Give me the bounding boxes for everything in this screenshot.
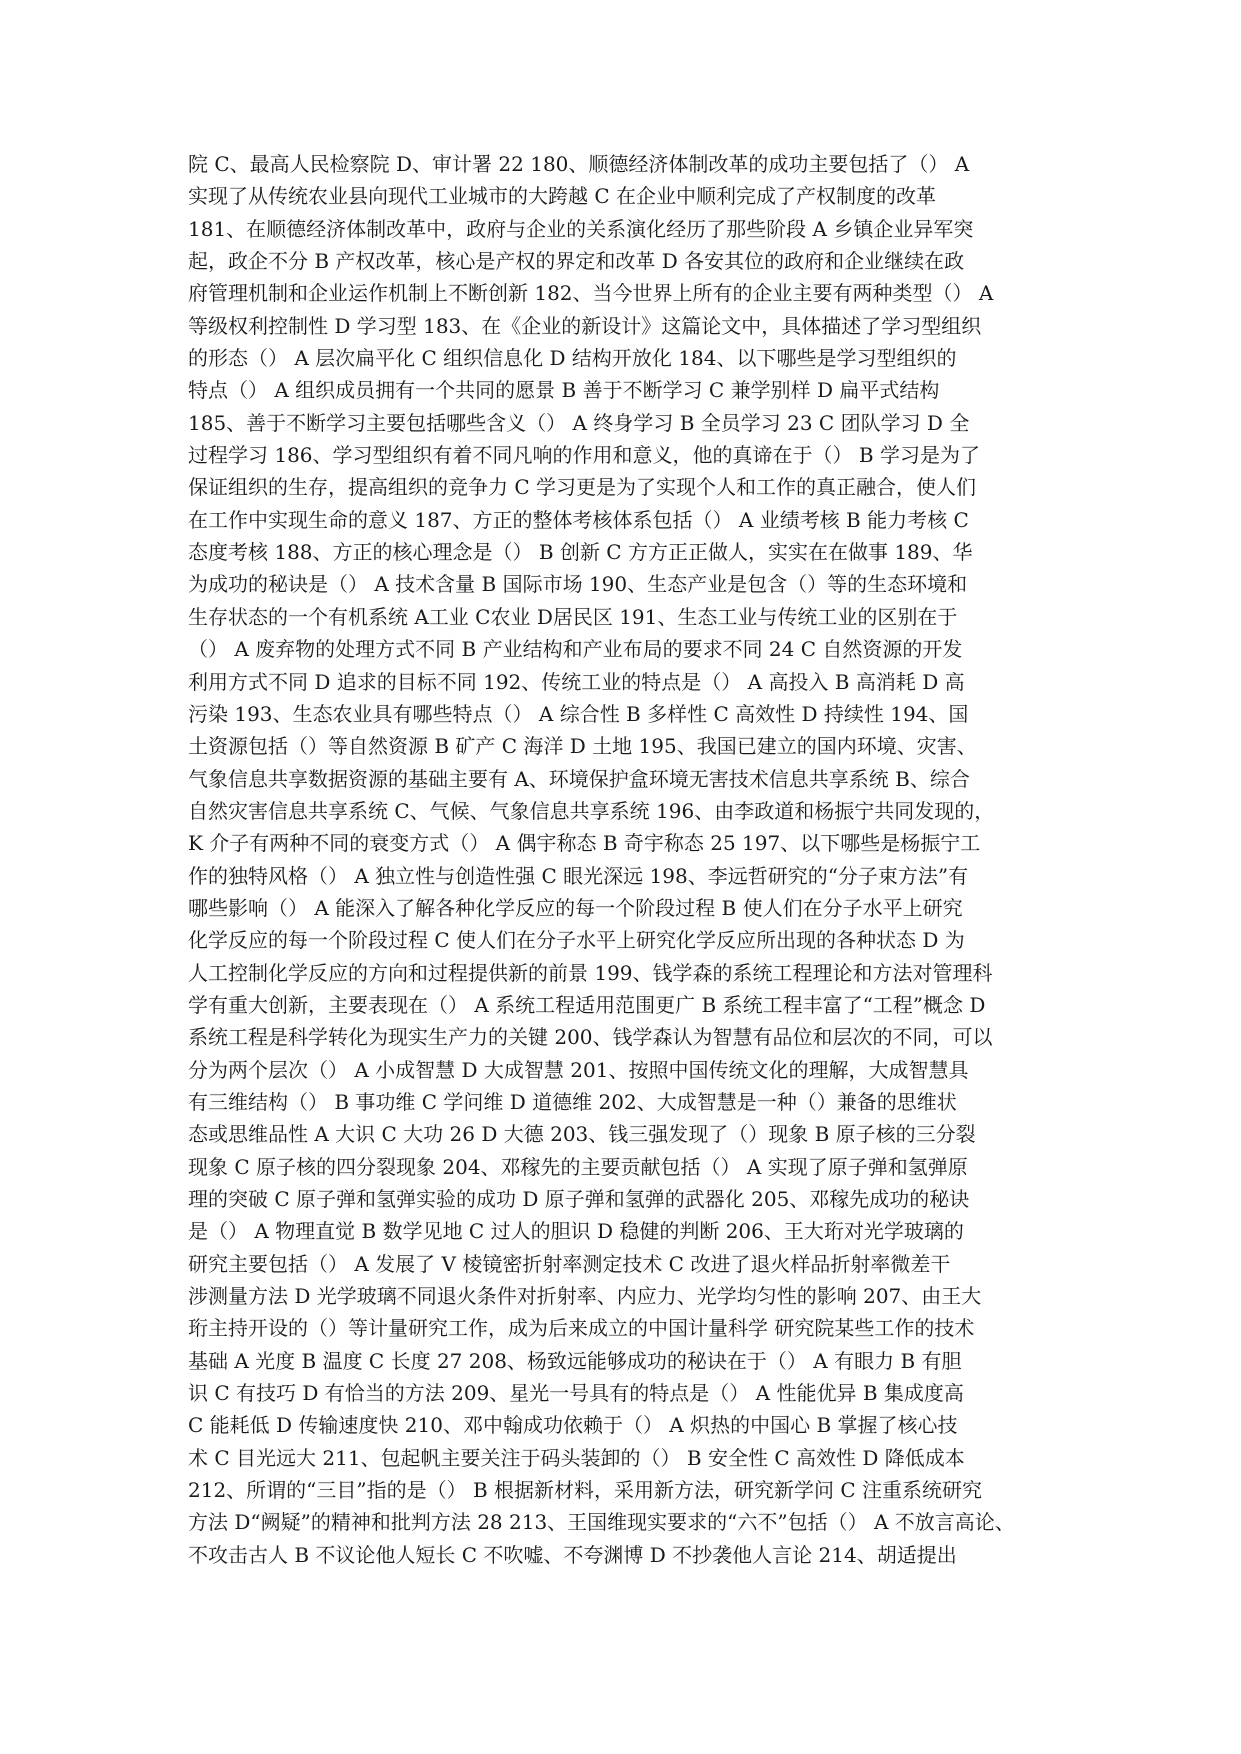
text-line: 污染 193、生态农业具有哪些特点（） A 综合性 B 多样性 C 高效性 D 持续性 194、国	[188, 701, 969, 726]
text-line: 利用方式不同 D 追求的目标不同 192、传统工业的特点是（） A 高投入 B 高消耗 D 高	[188, 669, 965, 694]
text-line: 有三维结构（） B 事功维 C 学问维 D 道德维 202、大成智慧是一种（）兼备的思维状	[188, 1089, 957, 1114]
text-line: 人工控制化学反应的方向和过程提供新的前景 199、钱学森的系统工程理论和方法对管理科	[188, 960, 993, 985]
text-line: 系统工程是科学转化为现实生产力的关键 200、钱学森认为智慧有品位和层次的不同，可以	[188, 1025, 993, 1050]
text-line: 珩主持开设的（）等计量研究工作，成为后来成立的中国计量科学 研究院某些工作的技术	[188, 1316, 975, 1341]
text-line: 研究主要包括（） A 发展了 V 棱镜密折射率测定技术 C 改进了退火样品折射率微差干	[188, 1251, 951, 1276]
text-line: 理的突破 C 原子弹和氢弹实验的成功 D 原子弹和氢弹的武器化 205、邓稼先成功的秘诀	[188, 1187, 970, 1211]
text-line: 基础 A 光度 B 温度 C 长度 27 208、杨致远能够成功的秘诀在于（） A 有眼力 B 有胆	[188, 1348, 962, 1373]
text-line: C 能耗低 D 传输速度快 210、邓中翰成功依赖于（） A 炽热的中国心 B 掌握了核心技	[188, 1413, 958, 1438]
text-line: 不攻击古人 B 不议论他人短长 C 不吹嘘、不夸渊博 D 不抄袭他人言论 214、胡适提出	[188, 1542, 957, 1567]
text-line: 等级权利控制性 D 学习型 183、在《企业的新设计》这篇论文中，具体描述了学习型组织	[188, 313, 982, 338]
text-line: 起，政企不分 B 产权改革，核心是产权的界定和改革 D 各安其位的政府和企业继续在政	[188, 249, 965, 274]
text-line: 学有重大创新，主要表现在（） A 系统工程适用范围更广 B 系统工程丰富了“工程”概念 D	[188, 992, 986, 1017]
text-line: 气象信息共享数据资源的基础主要有 A、环境保护盒环境无害技术信息共享系统 B、综合	[188, 766, 970, 791]
text-line: 生存状态的一个有机系统 A工业 C农业 D居民区 191、生态工业与传统工业的区别在于	[188, 604, 958, 629]
text-line: 土资源包括（）等自然资源 B 矿产 C 海洋 D 土地 195、我国已建立的国内环境、灾害、	[188, 734, 977, 759]
text-line: 府管理机制和企业运作机制上不断创新 182、当今世界上所有的企业主要有两种类型（） A	[188, 281, 994, 306]
text-line: 保证组织的生存，提高组织的竞争力 C 学习更是为了实现个人和工作的真正融合，使人们	[188, 475, 977, 500]
text-line: 在工作中实现生命的意义 187、方正的整体考核体系包括（） A 业绩考核 B 能力考核 C	[188, 507, 969, 532]
text-line: 态或思维品性 A 大识 C 大功 26 D 大德 203、钱三强发现了（）现象 B 原子核的三分裂	[188, 1122, 976, 1147]
text-line: 181、在顺德经济体制改革中，政府与企业的关系演化经历了那些阶段 A 乡镇企业异军突	[188, 216, 974, 241]
text-line: 态度考核 188、方正的核心理念是（） B 创新 C 方方正正做人，实实在在做事 189、华	[188, 540, 973, 565]
text-line: 自然灾害信息共享系统 C、气候、气象信息共享系统 196、由李政道和杨振宁共同发现的，	[188, 798, 995, 823]
text-line: K 介子有两种不同的衰变方式（） A 偶宇称态 B 奇宇称态 25 197、以下哪些是杨振宁工	[188, 831, 981, 856]
text-line: 212、所谓的“三目”指的是（） B 根据新材料，采用新方法，研究新学问 C 注重系统研究	[188, 1478, 983, 1503]
text-line: 是（） A 物理直觉 B 数学见地 C 过人的胆识 D 稳健的判断 206、王大珩对光学玻璃的	[188, 1219, 964, 1244]
text-line: 涉测量方法 D 光学玻璃不同退火条件对折射率、内应力、光学均匀性的影响 207、由王大	[188, 1284, 982, 1309]
text-line: 化学反应的每一个阶段过程 C 使人们在分子水平上研究化学反应所出现的各种状态 D 为	[188, 928, 965, 953]
text-line: 方法 D“阙疑”的精神和批判方法 28 213、王国维现实要求的“六不”包括（） A 不放言高论、	[188, 1510, 1015, 1535]
text-line: 作的独特风格（） A 独立性与创造性强 C 眼光深远 198、李远哲研究的“分子束方法”有	[188, 863, 969, 888]
text-line: 现象 C 原子核的四分裂现象 204、邓稼先的主要贡献包括（） A 实现了原子弹和氢弹原	[188, 1154, 968, 1179]
text-line: 院 C、最高人民检察院 D、审计署 22 180、顺德经济体制改革的成功主要包括了（） A	[188, 152, 970, 176]
text-line: 为成功的秘诀是（） A 技术含量 B 国际市场 190、生态产业是包含（）等的生态环境和	[188, 572, 968, 597]
text-line: 185、善于不断学习主要包括哪些含义（） A 终身学习 B 全员学习 23 C 团队学习 D 全	[188, 410, 970, 435]
body-text	[188, 148, 1058, 1571]
text-line: 实现了从传统农业县向现代工业城市的大跨越 C 在企业中顺利完成了产权制度的改革	[188, 184, 937, 209]
text-line: 的形态（） A 层次扁平化 C 组织信息化 D 结构开放化 184、以下哪些是学习型组织的	[188, 346, 957, 371]
text-line: 过程学习 186、学习型组织有着不同凡响的作用和意义，他的真谛在于（） B 学习是为了	[188, 443, 980, 468]
text-line: 哪些影响（） A 能深入了解各种化学反应的每一个阶段过程 B 使人们在分子水平上研究	[188, 895, 963, 920]
text-line: 分为两个层次（） A 小成智慧 D 大成智慧 201、按照中国传统文化的理解，大成智慧具	[188, 1057, 969, 1082]
text-line: 识 C 有技巧 D 有恰当的方法 209、星光一号具有的特点是（） A 性能优异 B 集成度高	[188, 1381, 964, 1406]
text-line: 术 C 目光远大 211、包起帆主要关注于码头装卸的（） B 安全性 C 高效性 D 降低成本	[188, 1445, 965, 1470]
text-line: （） A 废弃物的处理方式不同 B 产业结构和产业布局的要求不同 24 C 自然资源的开发	[188, 637, 963, 662]
text-line: 特点（） A 组织成员拥有一个共同的愿景 B 善于不断学习 C 兼学别样 D 扁平式结构	[188, 378, 940, 403]
